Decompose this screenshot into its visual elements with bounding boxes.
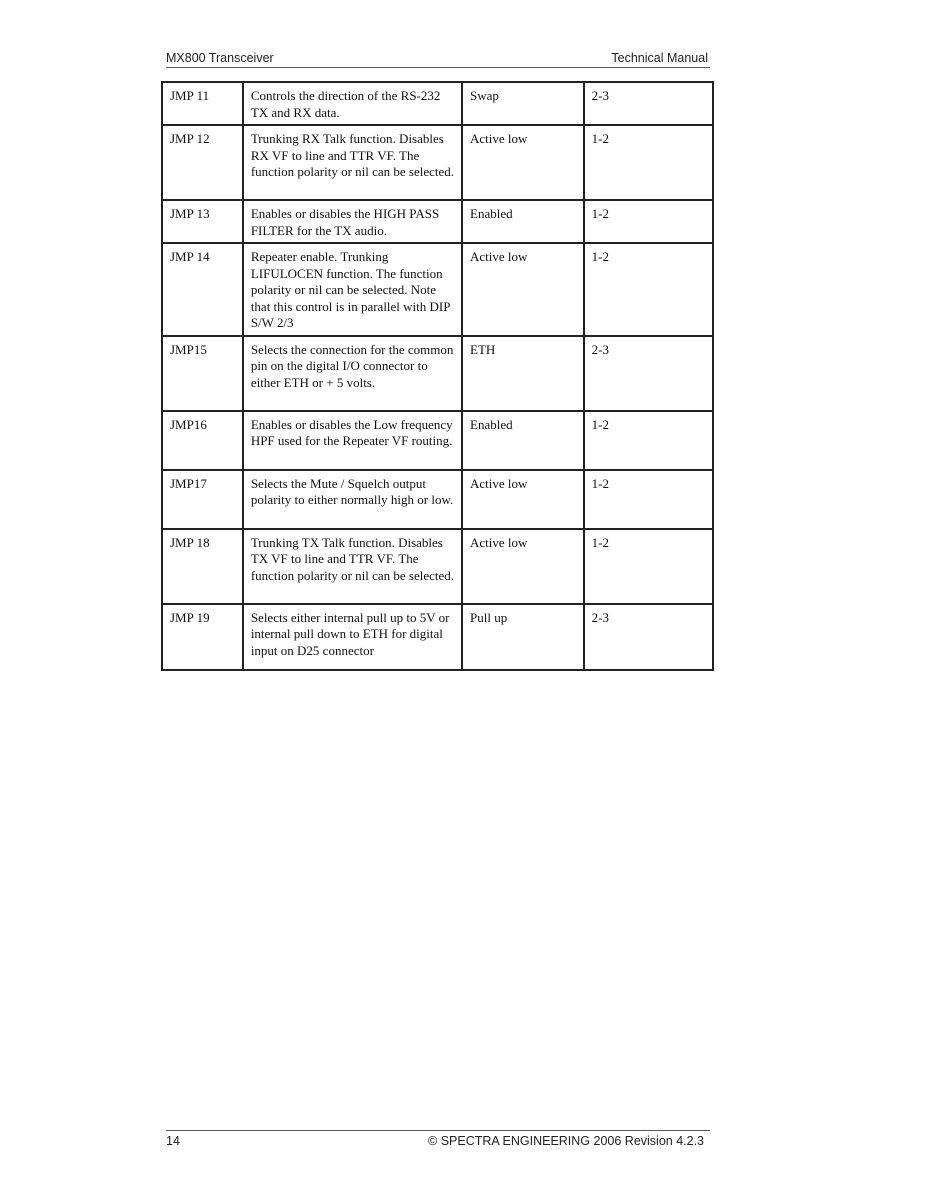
setting-cell: Pull up <box>462 604 584 670</box>
page-footer <box>166 1130 710 1151</box>
description-cell: Enables or disables the HIGH PASS FILTER for the TX audio. <box>243 200 462 243</box>
page-header <box>166 49 710 68</box>
header-product-name: MX800 Transceiver <box>166 51 274 65</box>
description-cell: Controls the direction of the RS-232 TX and RX data. <box>243 82 462 125</box>
table-row <box>162 200 713 243</box>
jumper-settings-table <box>161 81 714 671</box>
position-cell: 1-2 <box>584 470 713 529</box>
setting-cell: Active low <box>462 470 584 529</box>
jumper-id-cell: JMP 12 <box>162 125 243 200</box>
position-cell: 2-3 <box>584 336 713 411</box>
jumper-id-cell: JMP15 <box>162 336 243 411</box>
page-number: 14 <box>166 1134 180 1148</box>
description-cell: Trunking TX Talk function. Disables TX VF to line and TTR VF. The function polarity or nil can be selected. <box>243 529 462 604</box>
header-manual-title: Technical Manual <box>611 51 708 65</box>
table-row <box>162 243 713 336</box>
jumper-id-cell: JMP 19 <box>162 604 243 670</box>
position-cell: 2-3 <box>584 604 713 670</box>
table-row <box>162 82 713 125</box>
setting-cell: Swap <box>462 82 584 125</box>
setting-cell: Enabled <box>462 411 584 470</box>
position-cell: 2-3 <box>584 82 713 125</box>
setting-cell: Active low <box>462 125 584 200</box>
jumper-id-cell: JMP 13 <box>162 200 243 243</box>
setting-cell: ETH <box>462 336 584 411</box>
table-row <box>162 411 713 470</box>
jumper-id-cell: JMP 14 <box>162 243 243 336</box>
description-cell: Selects the Mute / Squelch output polarity to either normally high or low. <box>243 470 462 529</box>
description-cell: Enables or disables the Low frequency HPF used for the Repeater VF routing. <box>243 411 462 470</box>
table-row <box>162 125 713 200</box>
jumper-id-cell: JMP17 <box>162 470 243 529</box>
setting-cell: Active low <box>462 243 584 336</box>
jumper-id-cell: JMP 18 <box>162 529 243 604</box>
setting-cell: Enabled <box>462 200 584 243</box>
position-cell: 1-2 <box>584 125 713 200</box>
position-cell: 1-2 <box>584 200 713 243</box>
position-cell: 1-2 <box>584 243 713 336</box>
footer-copyright: © SPECTRA ENGINEERING 2006 Revision 4.2.3 <box>428 1134 704 1148</box>
description-cell: Trunking RX Talk function. Disables RX VF to line and TTR VF. The function polarity or nil can be selected. <box>243 125 462 200</box>
setting-cell: Active low <box>462 529 584 604</box>
jumper-id-cell: JMP 11 <box>162 82 243 125</box>
jumper-id-cell: JMP16 <box>162 411 243 470</box>
description-cell: Repeater enable. Trunking LIFULOCEN function. The function polarity or nil can be selected. Note that this control is in parallel with DIP S/W 2/3 <box>243 243 462 336</box>
description-cell: Selects the connection for the common pin on the digital I/O connector to either ETH or + 5 volts. <box>243 336 462 411</box>
position-cell: 1-2 <box>584 529 713 604</box>
position-cell: 1-2 <box>584 411 713 470</box>
description-cell: Selects either internal pull up to 5V or internal pull down to ETH for digital input on D25 connector <box>243 604 462 670</box>
table-row <box>162 529 713 604</box>
table-row <box>162 336 713 411</box>
table-row <box>162 604 713 670</box>
table-row <box>162 470 713 529</box>
